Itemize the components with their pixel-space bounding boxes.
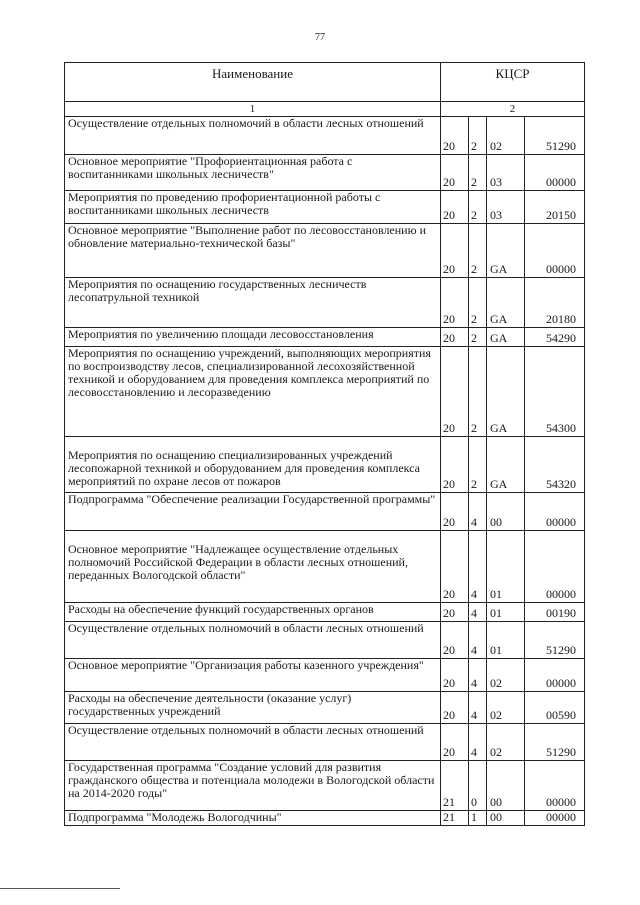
row-code-1: 20 (441, 659, 469, 692)
row-code-4: 00190 (525, 603, 585, 622)
table-row (65, 117, 585, 155)
row-name: Осуществление отдельных полномочий в области лесных отношений (65, 117, 441, 155)
row-code-4: 54300 (525, 347, 585, 437)
row-name: Мероприятия по оснащению учреждений, выполняющих мероприятия по воспроизводству лесов, специализированной лесохозяйственной техникой и оборудованием для проведения комплекса мероприятий по лесовосстановлению и лесоразведению (65, 347, 441, 437)
row-code-4: 00000 (525, 659, 585, 692)
row-code-1: 20 (441, 493, 469, 531)
header-row (65, 63, 585, 102)
row-name: Расходы на обеспечение функций государственных органов (65, 603, 441, 622)
row-code-2: 2 (469, 191, 487, 224)
table-row (65, 347, 585, 437)
table-row (65, 811, 585, 826)
row-code-4: 54290 (525, 328, 585, 347)
row-name: Основное мероприятие "Надлежащее осуществление отдельных полномочий Российской Федерации в области лесных отношений, переданных Вологодской области" (65, 531, 441, 603)
row-code-4: 00590 (525, 692, 585, 724)
table-row (65, 493, 585, 531)
row-name: Мероприятия по оснащению государственных лесничеств лесопатрульной техникой (65, 278, 441, 328)
row-name: Подпрограмма "Молодежь Вологодчины" (65, 811, 441, 826)
table-row (65, 191, 585, 224)
column-number-2: 2 (441, 102, 585, 117)
row-code-1: 20 (441, 692, 469, 724)
row-code-3: 02 (487, 659, 525, 692)
row-code-3: 00 (487, 811, 525, 826)
row-name: Основное мероприятие "Организация работы казенного учреждения" (65, 659, 441, 692)
table-row (65, 692, 585, 724)
table-row (65, 724, 585, 761)
page-number: 77 (315, 32, 325, 43)
row-code-1: 20 (441, 328, 469, 347)
row-code-4: 00000 (525, 531, 585, 603)
row-code-3: 03 (487, 191, 525, 224)
row-code-4: 51290 (525, 724, 585, 761)
row-code-3: 00 (487, 761, 525, 811)
row-code-4: 51290 (525, 622, 585, 659)
row-code-3: GA (487, 328, 525, 347)
row-code-4: 00000 (525, 811, 585, 826)
row-code-2: 1 (469, 811, 487, 826)
table-row (65, 531, 585, 603)
row-code-2: 4 (469, 724, 487, 761)
row-code-2: 0 (469, 761, 487, 811)
table-row (65, 224, 585, 278)
row-name: Расходы на обеспечение деятельности (оказание услуг) государственных учреждений (65, 692, 441, 724)
row-code-3: 02 (487, 724, 525, 761)
table-row (65, 603, 585, 622)
row-code-2: 2 (469, 278, 487, 328)
row-code-1: 20 (441, 437, 469, 493)
row-code-2: 4 (469, 493, 487, 531)
row-code-2: 4 (469, 603, 487, 622)
row-code-2: 2 (469, 328, 487, 347)
table-row (65, 278, 585, 328)
row-code-1: 20 (441, 191, 469, 224)
row-code-3: GA (487, 437, 525, 493)
row-code-3: 02 (487, 117, 525, 155)
row-code-3: 01 (487, 603, 525, 622)
row-code-1: 21 (441, 811, 469, 826)
row-code-4: 20150 (525, 191, 585, 224)
row-code-3: 01 (487, 622, 525, 659)
column-number-1: 1 (65, 102, 441, 117)
row-name: Государственная программа "Создание условий для развития гражданского общества и потенциала молодежи в Вологодской области на 2014-2020 годы" (65, 761, 441, 811)
row-code-4: 00000 (525, 761, 585, 811)
row-code-1: 20 (441, 347, 469, 437)
row-code-1: 21 (441, 761, 469, 811)
row-code-3: 02 (487, 692, 525, 724)
table-row (65, 155, 585, 191)
row-code-1: 20 (441, 117, 469, 155)
row-code-1: 20 (441, 224, 469, 278)
row-code-2: 4 (469, 659, 487, 692)
table-row (65, 437, 585, 493)
row-code-4: 51290 (525, 117, 585, 155)
table-row (65, 659, 585, 692)
table-row (65, 761, 585, 811)
row-code-2: 2 (469, 347, 487, 437)
row-code-1: 20 (441, 622, 469, 659)
row-code-3: GA (487, 278, 525, 328)
row-code-2: 2 (469, 117, 487, 155)
row-name: Подпрограмма "Обеспечение реализации Государственной программы" (65, 493, 441, 531)
row-code-2: 2 (469, 224, 487, 278)
row-code-1: 20 (441, 531, 469, 603)
row-code-4: 20180 (525, 278, 585, 328)
column-number-row (65, 102, 585, 117)
row-name: Мероприятия по проведению профориентационной работы с воспитанниками школьных лесничеств (65, 191, 441, 224)
header-name: Наименование (65, 63, 441, 102)
kcsr-table (64, 62, 585, 826)
row-code-4: 00000 (525, 224, 585, 278)
row-name: Осуществление отдельных полномочий в области лесных отношений (65, 724, 441, 761)
footer-rule (0, 888, 120, 890)
row-code-2: 2 (469, 437, 487, 493)
row-name: Осуществление отдельных полномочий в области лесных отношений (65, 622, 441, 659)
row-code-3: 01 (487, 531, 525, 603)
row-code-1: 20 (441, 155, 469, 191)
row-code-4: 54320 (525, 437, 585, 493)
row-name: Мероприятия по оснащению специализированных учреждений лесопожарной техникой и оборудованием для проведения комплекса мероприятий по охране лесов от пожаров (65, 437, 441, 493)
row-code-4: 00000 (525, 155, 585, 191)
table-row (65, 328, 585, 347)
row-code-4: 00000 (525, 493, 585, 531)
row-code-3: 00 (487, 493, 525, 531)
row-code-1: 20 (441, 724, 469, 761)
row-code-2: 4 (469, 531, 487, 603)
row-name: Основное мероприятие "Профориентационная работа с воспитанниками школьных лесничеств" (65, 155, 441, 191)
row-code-1: 20 (441, 278, 469, 328)
row-code-3: GA (487, 224, 525, 278)
table-row (65, 622, 585, 659)
row-code-3: GA (487, 347, 525, 437)
row-name: Мероприятия по увеличению площади лесовосстановления (65, 328, 441, 347)
row-code-3: 03 (487, 155, 525, 191)
row-code-1: 20 (441, 603, 469, 622)
row-name: Основное мероприятие "Выполнение работ по лесовосстановлению и обновление материально-технической базы" (65, 224, 441, 278)
row-code-2: 4 (469, 622, 487, 659)
row-code-2: 2 (469, 155, 487, 191)
header-code: КЦСР (441, 63, 585, 102)
row-code-2: 4 (469, 692, 487, 724)
